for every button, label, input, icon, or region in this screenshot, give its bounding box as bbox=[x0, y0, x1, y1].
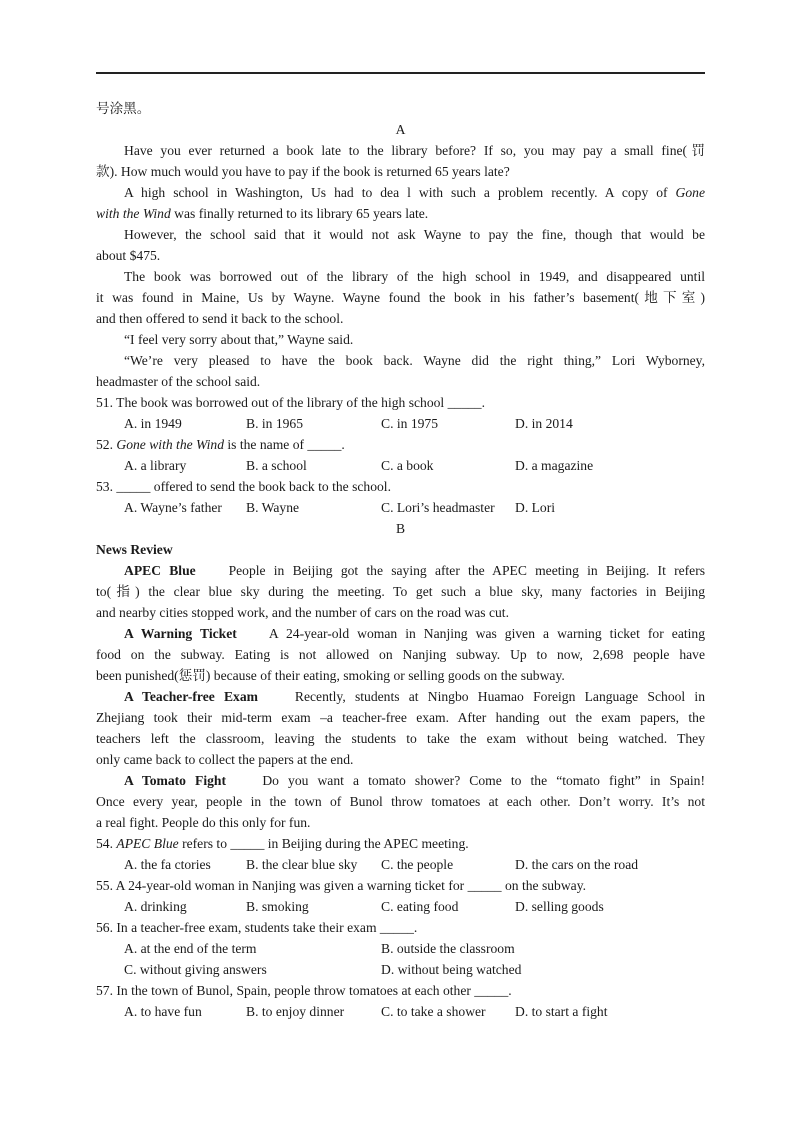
section-b-heading: News Review bbox=[96, 542, 173, 557]
news-line: a real fight. People do this only for fun. bbox=[96, 815, 311, 830]
option-57d[interactable]: D. to start a fight bbox=[515, 1004, 608, 1019]
option-54c[interactable]: C. the people bbox=[381, 857, 454, 872]
passage-a-line: However, the school said that it would not ask Wayne to pay the fine, though that would be bbox=[124, 227, 705, 242]
passage-a-line bbox=[96, 203, 705, 224]
news-item-apec bbox=[96, 560, 705, 581]
news-line: been punished(惩罚) because of their eating, smoking or selling goods on the subway. bbox=[96, 668, 565, 683]
news-text: A 24-year-old woman in Nanjing was given a warning ticket for eating bbox=[268, 626, 705, 641]
option-51a[interactable]: A. in 1949 bbox=[124, 416, 182, 431]
option-51c[interactable]: C. in 1975 bbox=[381, 416, 439, 431]
question-55: 55. A 24-year-old woman in Nanjing was given a warning ticket for _____ on the subway. bbox=[96, 878, 587, 893]
option-56a[interactable]: A. at the end of the term bbox=[124, 941, 257, 956]
section-a-letter: A bbox=[395, 122, 406, 137]
question-52-text: is the name of _____. bbox=[224, 437, 345, 452]
option-53b[interactable]: B. Wayne bbox=[246, 500, 300, 515]
option-52c[interactable]: C. a book bbox=[381, 458, 434, 473]
news-line: Once every year, people in the town of Bunol throw tomatoes at each other. Don’t worry. It’s not bbox=[96, 794, 705, 809]
question-52-number: 52. bbox=[96, 437, 117, 452]
news-text: People in Beijing got the saying after the APEC meeting in Beijing. It refers bbox=[228, 563, 706, 578]
option-57c[interactable]: C. to take a shower bbox=[381, 1004, 486, 1019]
option-54d[interactable]: D. the cars on the road bbox=[515, 857, 639, 872]
option-52d[interactable]: D. a magazine bbox=[515, 458, 594, 473]
news-line: teachers left the classroom, leaving the students to take the exam without being watched. They bbox=[96, 731, 705, 746]
option-56d[interactable]: D. without being watched bbox=[381, 962, 522, 977]
question-56: 56. In a teacher-free exam, students take their exam _____. bbox=[96, 920, 418, 935]
news-line: and nearby cities stopped work, and the number of cars on the road was cut. bbox=[96, 605, 509, 620]
passage-a-line: “We’re very pleased to have the book back. Wayne did the right thing,” Lori Wyborney, bbox=[124, 353, 705, 368]
news-line: to(指) the clear blue sky during the meeting. To get such a blue sky, many factories in Beijing bbox=[96, 584, 705, 599]
book-title: Gone bbox=[675, 185, 705, 200]
option-55d[interactable]: D. selling goods bbox=[515, 899, 604, 914]
news-text: Do you want a tomato shower? Come to the “tomato fight” in Spain! bbox=[262, 773, 705, 788]
news-line: Zhejiang took their mid-term exam –a teacher-free exam. After handing out the exam papers, the bbox=[96, 710, 705, 725]
option-55c[interactable]: C. eating food bbox=[381, 899, 459, 914]
option-51d[interactable]: D. in 2014 bbox=[515, 416, 573, 431]
option-57b[interactable]: B. to enjoy dinner bbox=[246, 1004, 345, 1019]
news-title: A Warning Ticket bbox=[124, 626, 237, 641]
option-54b[interactable]: B. the clear blue sky bbox=[246, 857, 358, 872]
option-55a[interactable]: A. drinking bbox=[124, 899, 187, 914]
news-item-warning bbox=[96, 623, 705, 644]
news-line: only came back to collect the papers at the end. bbox=[96, 752, 354, 767]
question-54-number: 54. bbox=[96, 836, 117, 851]
passage-a-line: and then offered to send it back to the school. bbox=[96, 311, 344, 326]
news-title: A Tomato Fight bbox=[124, 773, 227, 788]
passage-a-line: 款). How much would you have to pay if the book is returned 65 years late? bbox=[96, 164, 510, 179]
option-52b[interactable]: B. a school bbox=[246, 458, 307, 473]
header-note: 号涂黑。 bbox=[96, 101, 151, 116]
option-53d[interactable]: D. Lori bbox=[515, 500, 556, 515]
book-title: with the Wind bbox=[96, 206, 171, 221]
option-57a[interactable]: A. to have fun bbox=[124, 1004, 202, 1019]
term-italic: APEC Blue bbox=[116, 836, 179, 851]
passage-a-line: The book was borrowed out of the library of the high school in 1949, and disappeared until bbox=[124, 269, 705, 284]
news-item-exam bbox=[96, 686, 705, 707]
passage-a-text: was finally returned to its library 65 years late. bbox=[170, 206, 429, 221]
passage-a-line: it was found in Maine, Us by Wayne. Wayne found the book in his father’s basement(地下室) bbox=[96, 290, 705, 305]
option-53c[interactable]: C. Lori’s headmaster bbox=[381, 500, 495, 515]
news-line: food on the subway. Eating is not allowed on Nanjing subway. Up to now, 2,698 people have bbox=[96, 647, 705, 662]
news-title: APEC Blue bbox=[124, 563, 196, 578]
section-b-letter: B bbox=[395, 521, 406, 536]
question-54-text: refers to _____ in Beijing during the APEC meeting. bbox=[178, 836, 469, 851]
passage-a-line bbox=[96, 182, 705, 203]
option-56c[interactable]: C. without giving answers bbox=[124, 962, 267, 977]
passage-a-line: headmaster of the school said. bbox=[96, 374, 261, 389]
passage-a-line: about $475. bbox=[96, 248, 161, 263]
top-rule bbox=[96, 72, 705, 74]
book-title: Gone with the Wind bbox=[116, 437, 224, 452]
news-title: A Teacher-free Exam bbox=[124, 689, 258, 704]
passage-a-text: A high school in Washington, Us had to dea l with such a problem recently. A copy of bbox=[124, 185, 676, 200]
option-56b[interactable]: B. outside the classroom bbox=[381, 941, 515, 956]
option-52a[interactable]: A. a library bbox=[124, 458, 187, 473]
news-text: Recently, students at Ningbo Huamao Foreign Language School in bbox=[294, 689, 705, 704]
passage-a-line: Have you ever returned a book late to the library before? If so, you may pay a small fine(罚 bbox=[124, 143, 705, 158]
question-57: 57. In the town of Bunol, Spain, people throw tomatoes at each other _____. bbox=[96, 983, 512, 998]
question-51: 51. The book was borrowed out of the library of the high school _____. bbox=[96, 395, 485, 410]
option-53a[interactable]: A. Wayne’s father bbox=[124, 500, 222, 515]
option-54a[interactable]: A. the fa ctories bbox=[124, 857, 211, 872]
passage-a-line: “I feel very sorry about that,” Wayne said. bbox=[124, 332, 354, 347]
news-item-tomato bbox=[96, 770, 705, 791]
question-53: 53. _____ offered to send the book back to the school. bbox=[96, 479, 391, 494]
question-52 bbox=[96, 434, 705, 455]
option-51b[interactable]: B. in 1965 bbox=[246, 416, 304, 431]
option-55b[interactable]: B. smoking bbox=[246, 899, 309, 914]
question-54 bbox=[96, 833, 705, 854]
